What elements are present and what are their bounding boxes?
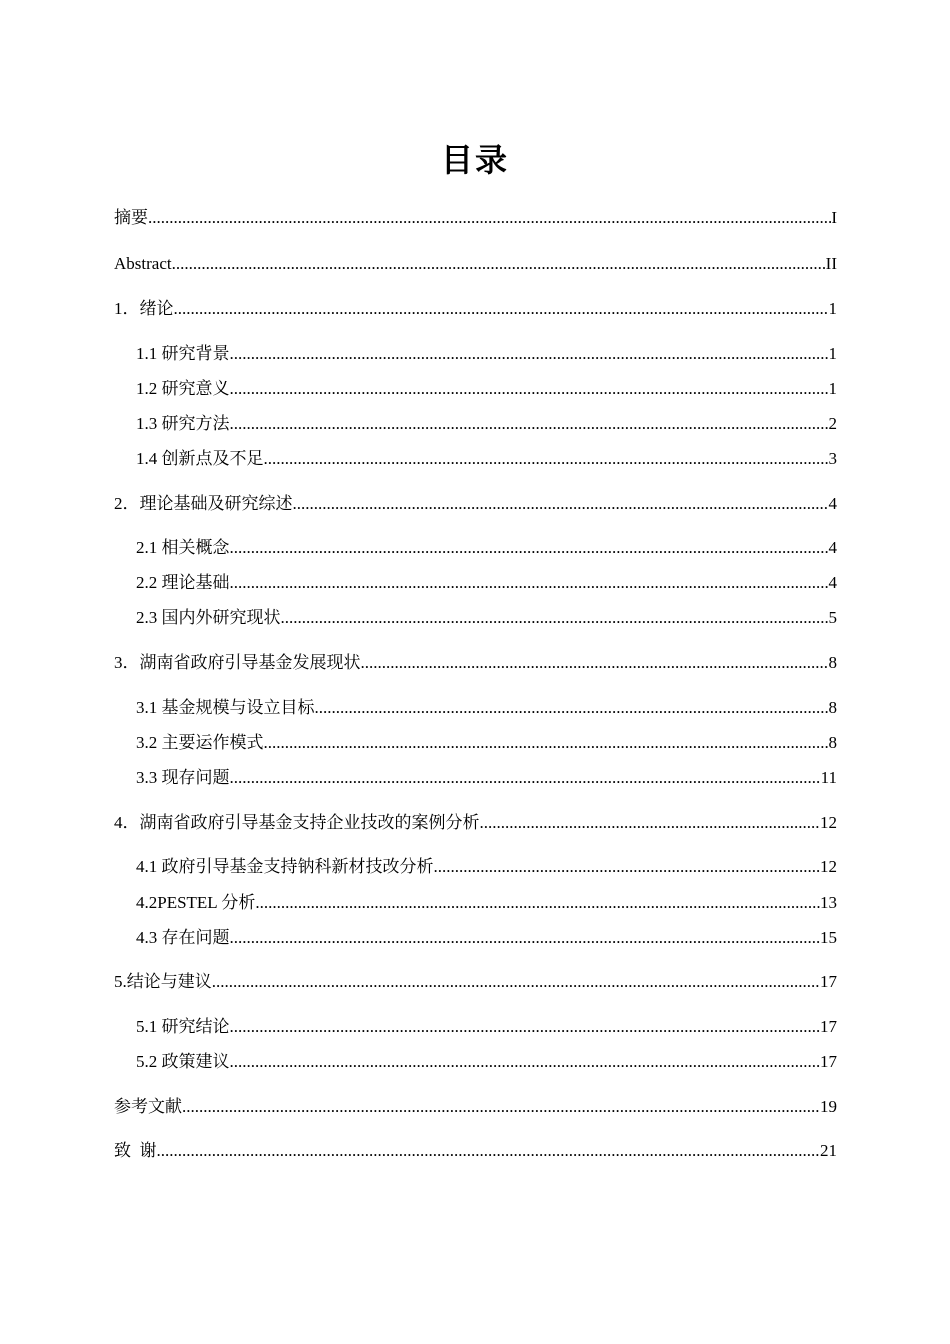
- toc-entry-section-2-3[interactable]: [136, 606, 837, 630]
- toc-entry-label: Abstract: [114, 254, 172, 273]
- toc-leader-dots: [230, 1050, 821, 1074]
- toc-entry-section-1-1[interactable]: [136, 342, 837, 366]
- toc-entry-chapter-3[interactable]: [114, 651, 837, 675]
- toc-leader-dots: [230, 571, 829, 595]
- toc-entry-page: 13: [820, 893, 837, 912]
- toc-entry-section-3-3[interactable]: [136, 766, 837, 790]
- toc-entry-page: 8: [828, 733, 837, 752]
- toc-entry-section-2-2[interactable]: [136, 571, 837, 595]
- toc-entry-label: 4．湖南省政府引导基金支持企业技改的案例分析: [114, 813, 480, 832]
- toc-entry-page: II: [825, 254, 837, 273]
- toc-entry-page: 21: [820, 1141, 837, 1160]
- toc-entry-page: 4: [828, 538, 837, 557]
- toc-entry-section-1-4[interactable]: [136, 447, 837, 471]
- toc-entry-label: 3．湖南省政府引导基金发展现状: [114, 653, 361, 672]
- toc-entry-label: 2．理论基础及研究综述: [114, 494, 293, 513]
- toc-entry-page: 4: [828, 573, 837, 592]
- toc-entry-chapter-4[interactable]: [114, 811, 837, 835]
- toc-entry-section-4-1[interactable]: [136, 855, 837, 879]
- toc-entry-section-3-1[interactable]: [136, 696, 837, 720]
- toc-entry-abstract-cn[interactable]: [114, 206, 837, 230]
- toc-entry-page: 8: [828, 653, 837, 672]
- toc-entry-page: 15: [820, 928, 837, 947]
- toc-entry-section-5-2[interactable]: [136, 1050, 837, 1074]
- toc-entry-label: 5.1 研究结论: [136, 1017, 230, 1036]
- toc-leader-dots: [148, 206, 831, 230]
- toc-leader-dots: [281, 606, 829, 630]
- toc-entry-section-1-2[interactable]: [136, 377, 837, 401]
- toc-entry-page: 5: [828, 608, 837, 627]
- toc-entry-label: 3.3 现存问题: [136, 768, 230, 787]
- toc-entry-label: 参考文献: [114, 1097, 182, 1116]
- toc-leader-dots: [182, 1095, 820, 1119]
- toc-leader-dots: [230, 412, 829, 436]
- toc-entry-page: 12: [820, 857, 837, 876]
- toc-entry-section-5-1[interactable]: [136, 1015, 837, 1039]
- toc-entry-label: 5.结论与建议: [114, 972, 212, 991]
- toc-entry-page: I: [831, 208, 837, 227]
- toc-entry-chapter-5[interactable]: [114, 970, 837, 994]
- toc-entry-label: 4.1 政府引导基金支持钠科新材技改分析: [136, 857, 434, 876]
- toc-entry-page: 1: [828, 344, 837, 363]
- toc-entry-page: 17: [820, 972, 837, 991]
- toc-entry-chapter-1[interactable]: [114, 297, 837, 321]
- toc-leader-dots: [230, 766, 821, 790]
- toc-leader-dots: [255, 891, 820, 915]
- toc-entry-abstract-en[interactable]: [114, 252, 837, 276]
- toc-entry-chapter-2[interactable]: [114, 492, 837, 516]
- toc-entry-section-4-3[interactable]: [136, 926, 837, 950]
- toc-entry-section-1-3[interactable]: [136, 412, 837, 436]
- toc-entry-page: 4: [828, 494, 837, 513]
- toc-leader-dots: [230, 377, 829, 401]
- toc-leader-dots: [361, 651, 829, 675]
- toc-entry-references[interactable]: [114, 1095, 837, 1119]
- toc-entry-page: 1: [828, 299, 837, 318]
- toc-entry-label: 1．绪论: [114, 299, 174, 318]
- toc-entry-label: 4.2PESTEL 分析: [136, 893, 256, 912]
- toc-entry-label: 1.4 创新点及不足: [136, 449, 264, 468]
- toc-entry-page: 8: [828, 698, 837, 717]
- toc-entry-section-4-2[interactable]: [136, 891, 837, 915]
- toc-leader-dots: [174, 297, 829, 321]
- toc-entry-page: 19: [820, 1097, 837, 1116]
- toc-entry-acknowledgements[interactable]: [114, 1139, 837, 1163]
- toc-entry-label: 1.3 研究方法: [136, 414, 230, 433]
- toc-leader-dots: [230, 536, 829, 560]
- toc-title: 目录: [440, 141, 509, 179]
- toc-entry-page: 11: [820, 768, 837, 787]
- toc-leader-dots: [172, 252, 826, 276]
- toc-entry-page: 12: [820, 813, 837, 832]
- toc-leader-dots: [315, 696, 829, 720]
- toc-entry-label: 4.3 存在问题: [136, 928, 230, 947]
- toc-leader-dots: [293, 492, 829, 516]
- toc-entry-label: 2.1 相关概念: [136, 538, 230, 557]
- toc-entry-label: 致 谢: [114, 1141, 157, 1160]
- toc-entry-label: 3.1 基金规模与设立目标: [136, 698, 315, 717]
- toc-entry-label: 2.3 国内外研究现状: [136, 608, 281, 627]
- toc-entry-page: 17: [820, 1052, 837, 1071]
- toc-leader-dots: [264, 447, 829, 471]
- toc-entry-label: 1.2 研究意义: [136, 379, 230, 398]
- toc-entry-label: 1.1 研究背景: [136, 344, 230, 363]
- toc-leader-dots: [230, 1015, 821, 1039]
- toc-entry-section-2-1[interactable]: [136, 536, 837, 560]
- toc-entry-label: 2.2 理论基础: [136, 573, 230, 592]
- toc-leader-dots: [480, 811, 821, 835]
- toc-entry-page: 17: [820, 1017, 837, 1036]
- toc-leader-dots: [434, 855, 821, 879]
- toc-entry-label: 摘要: [114, 208, 148, 227]
- toc-entry-section-3-2[interactable]: [136, 731, 837, 755]
- toc-leader-dots: [264, 731, 829, 755]
- toc-entry-page: 3: [828, 449, 837, 468]
- toc-entry-page: 2: [828, 414, 837, 433]
- toc-leader-dots: [157, 1139, 821, 1163]
- toc-entry-label: 5.2 政策建议: [136, 1052, 230, 1071]
- toc-leader-dots: [230, 926, 821, 950]
- toc-leader-dots: [212, 970, 820, 994]
- toc-entry-page: 1: [828, 379, 837, 398]
- toc-entry-label: 3.2 主要运作模式: [136, 733, 264, 752]
- toc-leader-dots: [230, 342, 829, 366]
